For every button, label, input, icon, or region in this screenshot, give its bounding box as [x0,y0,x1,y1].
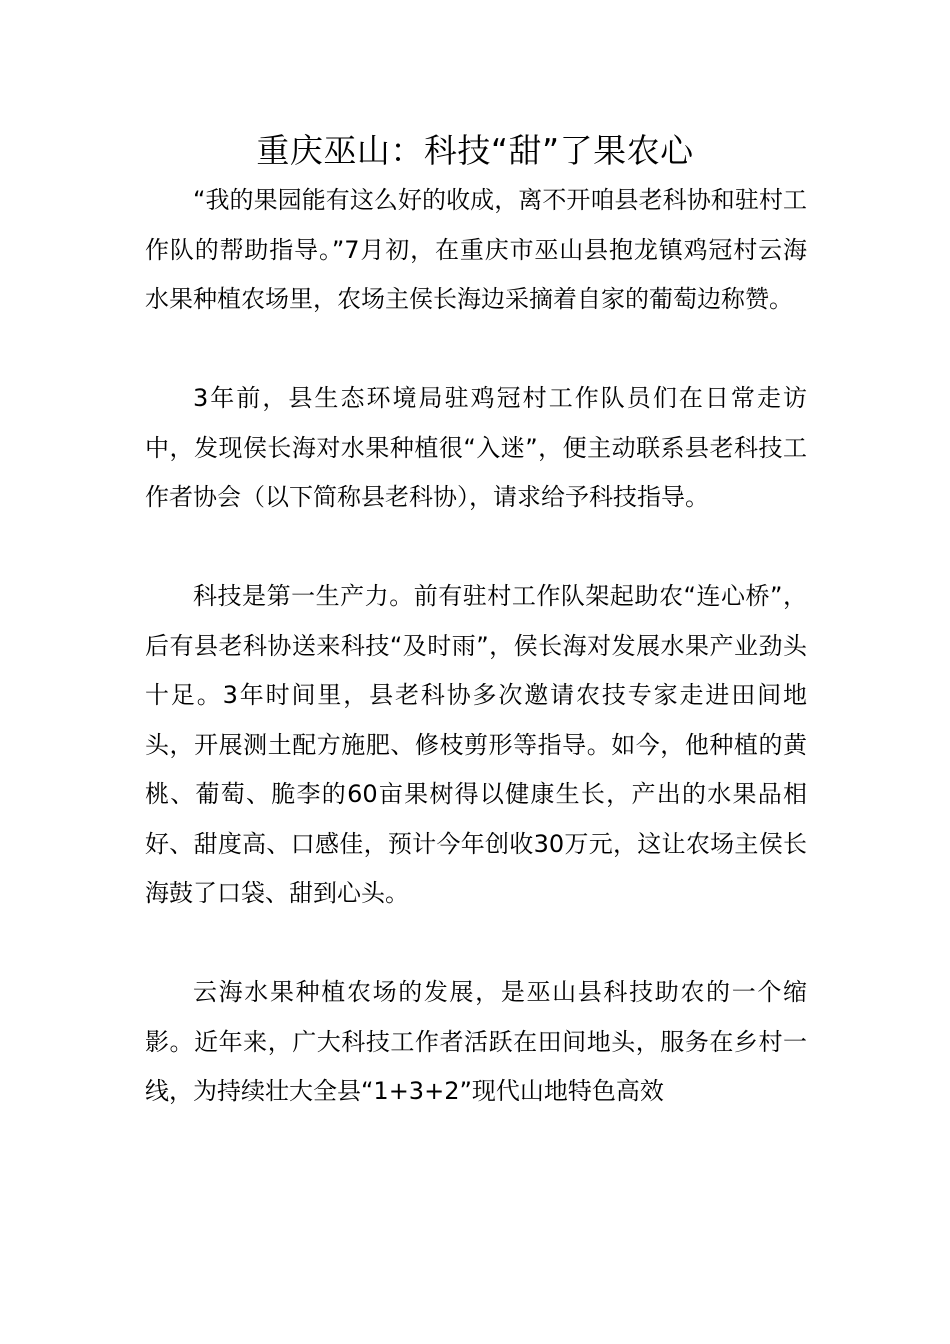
article-title: 重庆巫山：科技“甜”了果农心 [256,131,694,170]
paragraph-spacer [145,919,807,969]
paragraph-3: 科技是第一生产力。前有驻村工作队架起助农“连心桥”，后有县老科协送来科技“及时雨”，侯长海对发展水果产业劲头十足。3年时间里，县老科协多次邀请农技专家走进田间地头，开展测土配方施肥、修枝剪形等指导。如今，他种植的黄桃、葡萄、脆李的60亩果树得以健康生长，产出的水果品相好、甜度高、口感佳，预计今年创收30万元，这让农场主侯长海鼓了口袋、甜到心头。 [145,582,807,907]
paragraph-spacer [145,325,807,375]
paragraph-1: “我的果园能有这么好的收成，离不开咱县老科协和驻村工作队的帮助指导。”7月初，在重庆市巫山县抱龙镇鸡冠村云海水果种植农场里，农场主侯长海边采摘着自家的葡萄边称赞。 [145,186,807,313]
paragraph-2: 3年前，县生态环境局驻鸡冠村工作队员们在日常走访中，发现侯长海对水果种植很“入迷”，便主动联系县老科技工作者协会（以下简称县老科协），请求给予科技指导。 [145,384,807,511]
paragraph-4: 云海水果种植农场的发展，是巫山县科技助农的一个缩影。近年来，广大科技工作者活跃在田间地头，服务在乡村一线，为持续壮大全县“1+3+2”现代山地特色高效 [145,978,807,1105]
article-body [145,176,807,1117]
paragraph-spacer [145,523,807,573]
